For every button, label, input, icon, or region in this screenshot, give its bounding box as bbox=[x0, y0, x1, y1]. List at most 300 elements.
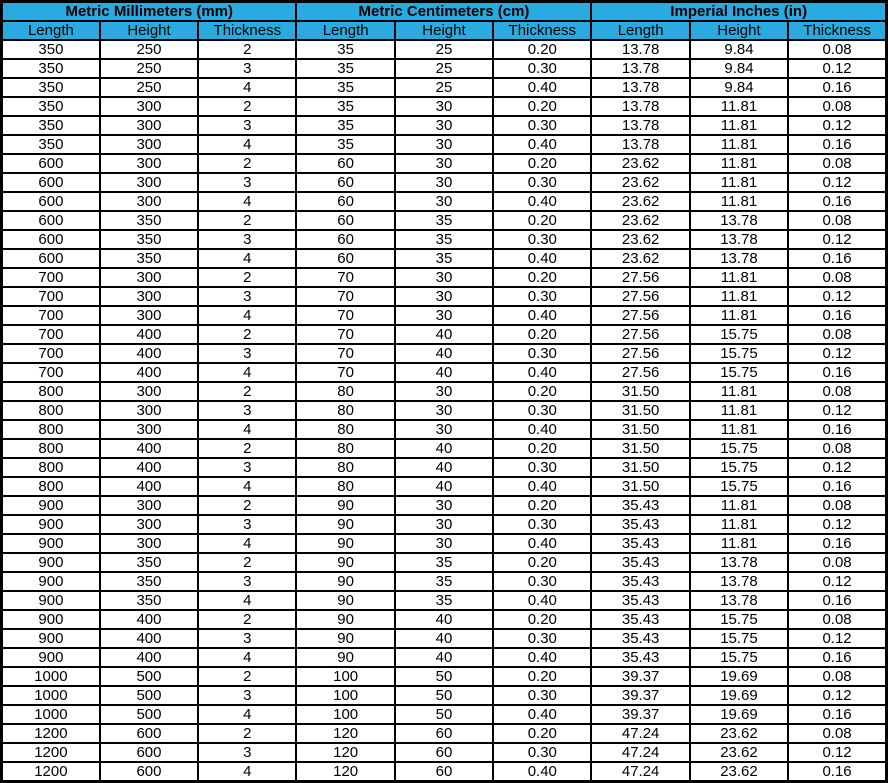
cell: 90 bbox=[296, 648, 394, 667]
table-row bbox=[2, 306, 887, 325]
cell: 4 bbox=[198, 648, 296, 667]
cell: 60 bbox=[395, 724, 493, 743]
table-row bbox=[2, 420, 887, 439]
cell: 1200 bbox=[2, 762, 100, 782]
table-row bbox=[2, 116, 887, 135]
cell: 40 bbox=[395, 344, 493, 363]
cell: 4 bbox=[198, 762, 296, 782]
cell: 27.56 bbox=[591, 325, 689, 344]
cell: 0.40 bbox=[493, 534, 591, 553]
cell: 0.12 bbox=[788, 743, 886, 762]
cell: 0.30 bbox=[493, 59, 591, 78]
cell: 700 bbox=[2, 268, 100, 287]
cell: 300 bbox=[100, 135, 198, 154]
cell: 30 bbox=[395, 496, 493, 515]
cell: 1200 bbox=[2, 724, 100, 743]
cell: 900 bbox=[2, 515, 100, 534]
cell: 39.37 bbox=[591, 686, 689, 705]
cell: 0.16 bbox=[788, 705, 886, 724]
cell: 90 bbox=[296, 534, 394, 553]
table-row bbox=[2, 629, 887, 648]
cell: 4 bbox=[198, 477, 296, 496]
column-header-row bbox=[2, 21, 887, 40]
cell: 0.30 bbox=[493, 401, 591, 420]
cell: 9.84 bbox=[690, 59, 788, 78]
cell: 80 bbox=[296, 401, 394, 420]
cell: 90 bbox=[296, 629, 394, 648]
cell: 0.12 bbox=[788, 458, 886, 477]
table-row bbox=[2, 762, 887, 782]
cell: 0.08 bbox=[788, 724, 886, 743]
cell: 400 bbox=[100, 325, 198, 344]
cell: 0.30 bbox=[493, 458, 591, 477]
cell: 27.56 bbox=[591, 268, 689, 287]
cell: 0.16 bbox=[788, 135, 886, 154]
cell: 23.62 bbox=[591, 249, 689, 268]
cell: 35.43 bbox=[591, 515, 689, 534]
cell: 27.56 bbox=[591, 306, 689, 325]
cell: 400 bbox=[100, 610, 198, 629]
table-row bbox=[2, 515, 887, 534]
cell: 4 bbox=[198, 192, 296, 211]
cell: 27.56 bbox=[591, 287, 689, 306]
column-header-mm-length: Length bbox=[2, 21, 100, 40]
cell: 30 bbox=[395, 382, 493, 401]
cell: 35 bbox=[395, 553, 493, 572]
cell: 0.08 bbox=[788, 325, 886, 344]
cell: 0.40 bbox=[493, 306, 591, 325]
cell: 13.78 bbox=[690, 211, 788, 230]
cell: 35 bbox=[296, 59, 394, 78]
cell: 15.75 bbox=[690, 610, 788, 629]
cell: 15.75 bbox=[690, 629, 788, 648]
cell: 3 bbox=[198, 629, 296, 648]
cell: 600 bbox=[2, 192, 100, 211]
cell: 0.30 bbox=[493, 686, 591, 705]
cell: 0.20 bbox=[493, 667, 591, 686]
cell: 4 bbox=[198, 705, 296, 724]
cell: 23.62 bbox=[690, 743, 788, 762]
cell: 31.50 bbox=[591, 458, 689, 477]
cell: 600 bbox=[2, 173, 100, 192]
cell: 3 bbox=[198, 572, 296, 591]
cell: 30 bbox=[395, 420, 493, 439]
cell: 0.20 bbox=[493, 211, 591, 230]
cell: 15.75 bbox=[690, 363, 788, 382]
cell: 70 bbox=[296, 306, 394, 325]
cell: 31.50 bbox=[591, 401, 689, 420]
cell: 100 bbox=[296, 686, 394, 705]
cell: 800 bbox=[2, 439, 100, 458]
cell: 60 bbox=[296, 211, 394, 230]
cell: 40 bbox=[395, 648, 493, 667]
cell: 2 bbox=[198, 40, 296, 59]
cell: 4 bbox=[198, 78, 296, 97]
cell: 0.08 bbox=[788, 97, 886, 116]
cell: 800 bbox=[2, 401, 100, 420]
cell: 0.12 bbox=[788, 230, 886, 249]
cell: 0.30 bbox=[493, 572, 591, 591]
table-row bbox=[2, 401, 887, 420]
cell: 900 bbox=[2, 496, 100, 515]
table-row bbox=[2, 724, 887, 743]
cell: 0.08 bbox=[788, 496, 886, 515]
cell: 0.30 bbox=[493, 743, 591, 762]
cell: 350 bbox=[2, 40, 100, 59]
cell: 350 bbox=[100, 553, 198, 572]
cell: 0.20 bbox=[493, 154, 591, 173]
cell: 3 bbox=[198, 344, 296, 363]
cell: 27.56 bbox=[591, 344, 689, 363]
cell: 11.81 bbox=[690, 496, 788, 515]
cell: 0.20 bbox=[493, 40, 591, 59]
cell: 0.30 bbox=[493, 230, 591, 249]
cell: 31.50 bbox=[591, 420, 689, 439]
cell: 3 bbox=[198, 401, 296, 420]
cell: 350 bbox=[2, 97, 100, 116]
cell: 0.40 bbox=[493, 762, 591, 782]
cell: 30 bbox=[395, 116, 493, 135]
cell: 13.78 bbox=[690, 572, 788, 591]
table-row bbox=[2, 610, 887, 629]
cell: 600 bbox=[100, 724, 198, 743]
cell: 80 bbox=[296, 420, 394, 439]
cell: 23.62 bbox=[690, 762, 788, 782]
table-row bbox=[2, 287, 887, 306]
cell: 250 bbox=[100, 59, 198, 78]
cell: 900 bbox=[2, 591, 100, 610]
cell: 0.16 bbox=[788, 591, 886, 610]
cell: 30 bbox=[395, 287, 493, 306]
table-row bbox=[2, 135, 887, 154]
cell: 15.75 bbox=[690, 648, 788, 667]
cell: 13.78 bbox=[690, 591, 788, 610]
table-row bbox=[2, 230, 887, 249]
table-row bbox=[2, 382, 887, 401]
cell: 300 bbox=[100, 534, 198, 553]
cell: 0.12 bbox=[788, 287, 886, 306]
cell: 300 bbox=[100, 306, 198, 325]
cell: 90 bbox=[296, 553, 394, 572]
cell: 350 bbox=[2, 78, 100, 97]
cell: 600 bbox=[2, 249, 100, 268]
cell: 40 bbox=[395, 610, 493, 629]
cell: 900 bbox=[2, 534, 100, 553]
cell: 300 bbox=[100, 154, 198, 173]
cell: 700 bbox=[2, 287, 100, 306]
cell: 90 bbox=[296, 572, 394, 591]
cell: 0.12 bbox=[788, 116, 886, 135]
cell: 40 bbox=[395, 629, 493, 648]
cell: 50 bbox=[395, 686, 493, 705]
cell: 35 bbox=[296, 78, 394, 97]
cell: 15.75 bbox=[690, 439, 788, 458]
cell: 0.16 bbox=[788, 192, 886, 211]
cell: 300 bbox=[100, 116, 198, 135]
cell: 0.30 bbox=[493, 515, 591, 534]
cell: 80 bbox=[296, 439, 394, 458]
cell: 31.50 bbox=[591, 382, 689, 401]
cell: 300 bbox=[100, 287, 198, 306]
group-header-in: Imperial Inches (in) bbox=[591, 2, 886, 22]
cell: 300 bbox=[100, 382, 198, 401]
table-row bbox=[2, 40, 887, 59]
cell: 90 bbox=[296, 610, 394, 629]
cell: 800 bbox=[2, 382, 100, 401]
cell: 0.12 bbox=[788, 629, 886, 648]
cell: 13.78 bbox=[591, 97, 689, 116]
cell: 0.08 bbox=[788, 268, 886, 287]
cell: 60 bbox=[296, 192, 394, 211]
cell: 400 bbox=[100, 458, 198, 477]
cell: 0.08 bbox=[788, 382, 886, 401]
table-row bbox=[2, 249, 887, 268]
cell: 0.08 bbox=[788, 553, 886, 572]
table-row bbox=[2, 591, 887, 610]
cell: 11.81 bbox=[690, 287, 788, 306]
cell: 3 bbox=[198, 230, 296, 249]
group-header-cm: Metric Centimeters (cm) bbox=[296, 2, 591, 22]
cell: 35 bbox=[395, 249, 493, 268]
cell: 3 bbox=[198, 59, 296, 78]
cell: 30 bbox=[395, 135, 493, 154]
cell: 13.78 bbox=[690, 249, 788, 268]
cell: 2 bbox=[198, 382, 296, 401]
cell: 120 bbox=[296, 724, 394, 743]
cell: 0.30 bbox=[493, 629, 591, 648]
cell: 0.12 bbox=[788, 173, 886, 192]
cell: 700 bbox=[2, 363, 100, 382]
cell: 40 bbox=[395, 325, 493, 344]
cell: 2 bbox=[198, 268, 296, 287]
cell: 11.81 bbox=[690, 116, 788, 135]
cell: 0.08 bbox=[788, 667, 886, 686]
table-row bbox=[2, 553, 887, 572]
cell: 0.20 bbox=[493, 382, 591, 401]
cell: 600 bbox=[2, 211, 100, 230]
cell: 35 bbox=[395, 572, 493, 591]
cell: 0.16 bbox=[788, 363, 886, 382]
cell: 600 bbox=[2, 230, 100, 249]
cell: 2 bbox=[198, 439, 296, 458]
cell: 25 bbox=[395, 78, 493, 97]
cell: 400 bbox=[100, 344, 198, 363]
cell: 350 bbox=[100, 572, 198, 591]
cell: 0.40 bbox=[493, 78, 591, 97]
cell: 0.30 bbox=[493, 344, 591, 363]
cell: 500 bbox=[100, 667, 198, 686]
cell: 0.20 bbox=[493, 97, 591, 116]
cell: 11.81 bbox=[690, 192, 788, 211]
cell: 15.75 bbox=[690, 344, 788, 363]
cell: 80 bbox=[296, 458, 394, 477]
cell: 11.81 bbox=[690, 268, 788, 287]
cell: 23.62 bbox=[591, 154, 689, 173]
cell: 0.20 bbox=[493, 553, 591, 572]
cell: 300 bbox=[100, 268, 198, 287]
cell: 350 bbox=[100, 230, 198, 249]
cell: 35.43 bbox=[591, 572, 689, 591]
cell: 3 bbox=[198, 173, 296, 192]
cell: 11.81 bbox=[690, 154, 788, 173]
cell: 90 bbox=[296, 515, 394, 534]
table-row bbox=[2, 173, 887, 192]
cell: 13.78 bbox=[690, 553, 788, 572]
cell: 1000 bbox=[2, 686, 100, 705]
cell: 500 bbox=[100, 686, 198, 705]
column-header-mm-height: Height bbox=[100, 21, 198, 40]
cell: 300 bbox=[100, 420, 198, 439]
cell: 2 bbox=[198, 211, 296, 230]
cell: 90 bbox=[296, 591, 394, 610]
cell: 300 bbox=[100, 401, 198, 420]
cell: 90 bbox=[296, 496, 394, 515]
cell: 60 bbox=[395, 762, 493, 782]
cell: 300 bbox=[100, 173, 198, 192]
cell: 800 bbox=[2, 477, 100, 496]
cell: 0.12 bbox=[788, 59, 886, 78]
cell: 600 bbox=[2, 154, 100, 173]
table-row bbox=[2, 667, 887, 686]
cell: 0.08 bbox=[788, 40, 886, 59]
cell: 70 bbox=[296, 325, 394, 344]
table-body bbox=[2, 40, 887, 782]
cell: 100 bbox=[296, 705, 394, 724]
cell: 4 bbox=[198, 420, 296, 439]
cell: 4 bbox=[198, 135, 296, 154]
table-row bbox=[2, 477, 887, 496]
cell: 400 bbox=[100, 363, 198, 382]
cell: 0.12 bbox=[788, 572, 886, 591]
cell: 23.62 bbox=[591, 211, 689, 230]
cell: 70 bbox=[296, 268, 394, 287]
cell: 0.12 bbox=[788, 515, 886, 534]
cell: 3 bbox=[198, 287, 296, 306]
cell: 30 bbox=[395, 173, 493, 192]
cell: 0.40 bbox=[493, 363, 591, 382]
cell: 350 bbox=[2, 59, 100, 78]
table-row bbox=[2, 439, 887, 458]
cell: 0.30 bbox=[493, 287, 591, 306]
cell: 700 bbox=[2, 306, 100, 325]
cell: 11.81 bbox=[690, 306, 788, 325]
cell: 900 bbox=[2, 629, 100, 648]
cell: 0.30 bbox=[493, 173, 591, 192]
cell: 0.16 bbox=[788, 477, 886, 496]
column-header-in-thickness: Thickness bbox=[788, 21, 886, 40]
cell: 30 bbox=[395, 268, 493, 287]
cell: 0.20 bbox=[493, 325, 591, 344]
cell: 9.84 bbox=[690, 40, 788, 59]
cell: 0.16 bbox=[788, 249, 886, 268]
cell: 19.69 bbox=[690, 705, 788, 724]
cell: 600 bbox=[100, 743, 198, 762]
cell: 30 bbox=[395, 534, 493, 553]
cell: 0.16 bbox=[788, 78, 886, 97]
table-row bbox=[2, 705, 887, 724]
cell: 900 bbox=[2, 610, 100, 629]
cell: 0.20 bbox=[493, 439, 591, 458]
cell: 70 bbox=[296, 344, 394, 363]
cell: 300 bbox=[100, 192, 198, 211]
cell: 0.12 bbox=[788, 401, 886, 420]
cell: 0.12 bbox=[788, 344, 886, 363]
cell: 60 bbox=[296, 173, 394, 192]
cell: 1000 bbox=[2, 705, 100, 724]
cell: 31.50 bbox=[591, 439, 689, 458]
cell: 23.62 bbox=[591, 192, 689, 211]
cell: 0.40 bbox=[493, 135, 591, 154]
cell: 13.78 bbox=[591, 135, 689, 154]
cell: 3 bbox=[198, 515, 296, 534]
cell: 35 bbox=[296, 40, 394, 59]
cell: 300 bbox=[100, 97, 198, 116]
cell: 13.78 bbox=[591, 78, 689, 97]
cell: 50 bbox=[395, 705, 493, 724]
table-row bbox=[2, 268, 887, 287]
cell: 350 bbox=[100, 211, 198, 230]
table-row bbox=[2, 743, 887, 762]
cell: 27.56 bbox=[591, 363, 689, 382]
cell: 35 bbox=[395, 591, 493, 610]
cell: 0.20 bbox=[493, 724, 591, 743]
cell: 13.78 bbox=[690, 230, 788, 249]
cell: 350 bbox=[2, 116, 100, 135]
cell: 2 bbox=[198, 553, 296, 572]
cell: 13.78 bbox=[591, 116, 689, 135]
cell: 0.08 bbox=[788, 154, 886, 173]
cell: 39.37 bbox=[591, 667, 689, 686]
cell: 30 bbox=[395, 515, 493, 534]
cell: 0.20 bbox=[493, 268, 591, 287]
cell: 0.08 bbox=[788, 211, 886, 230]
cell: 400 bbox=[100, 477, 198, 496]
cell: 2 bbox=[198, 496, 296, 515]
cell: 4 bbox=[198, 591, 296, 610]
cell: 250 bbox=[100, 78, 198, 97]
cell: 30 bbox=[395, 401, 493, 420]
cell: 700 bbox=[2, 325, 100, 344]
cell: 11.81 bbox=[690, 420, 788, 439]
table-row bbox=[2, 154, 887, 173]
cell: 0.40 bbox=[493, 420, 591, 439]
cell: 39.37 bbox=[591, 705, 689, 724]
cell: 0.12 bbox=[788, 686, 886, 705]
column-header-cm-thickness: Thickness bbox=[493, 21, 591, 40]
cell: 100 bbox=[296, 667, 394, 686]
cell: 400 bbox=[100, 629, 198, 648]
cell: 25 bbox=[395, 59, 493, 78]
cell: 3 bbox=[198, 116, 296, 135]
cell: 15.75 bbox=[690, 325, 788, 344]
cell: 500 bbox=[100, 705, 198, 724]
cell: 0.40 bbox=[493, 477, 591, 496]
cell: 0.20 bbox=[493, 496, 591, 515]
table-row bbox=[2, 78, 887, 97]
cell: 120 bbox=[296, 762, 394, 782]
cell: 35.43 bbox=[591, 553, 689, 572]
table-row bbox=[2, 496, 887, 515]
cell: 13.78 bbox=[591, 40, 689, 59]
cell: 35.43 bbox=[591, 648, 689, 667]
cell: 19.69 bbox=[690, 667, 788, 686]
cell: 2 bbox=[198, 724, 296, 743]
cell: 4 bbox=[198, 363, 296, 382]
cell: 0.08 bbox=[788, 439, 886, 458]
cell: 19.69 bbox=[690, 686, 788, 705]
cell: 60 bbox=[296, 230, 394, 249]
cell: 31.50 bbox=[591, 477, 689, 496]
